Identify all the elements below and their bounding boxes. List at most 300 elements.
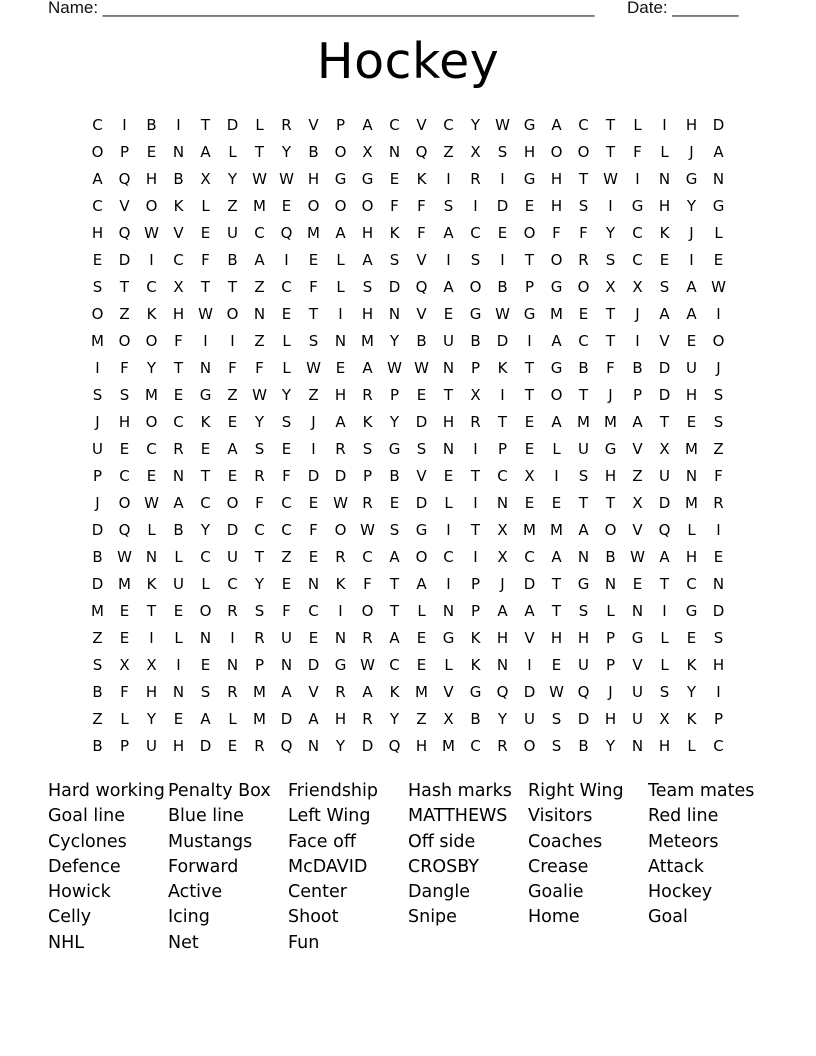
grid-letter: E (146, 467, 157, 485)
grid-letter: E (713, 548, 724, 566)
grid-letter: F (417, 224, 426, 242)
word-bank-item: Icing (168, 907, 210, 928)
grid-letter: S (497, 143, 508, 161)
word-bank-item: Blue line (168, 806, 244, 827)
word-bank-item: Shoot (288, 907, 339, 928)
word-bank-item: Mustangs (168, 831, 253, 852)
grid-letter: J (689, 224, 694, 242)
grid-letter: C (308, 602, 319, 620)
grid-letter: X (200, 170, 211, 188)
grid-letter: N (658, 170, 671, 188)
grid-letter: D (199, 737, 212, 755)
grid-letter: X (659, 440, 670, 458)
grid-letter: Z (92, 710, 103, 728)
grid-letter: E (227, 467, 238, 485)
grid-letter: T (470, 521, 481, 539)
grid-letter: J (716, 359, 721, 377)
grid-letter: F (282, 602, 291, 620)
grid-letter: H (496, 629, 509, 647)
grid-letter: N (496, 494, 509, 512)
grid-letter: H (145, 683, 158, 701)
grid-letter: N (334, 332, 347, 350)
grid-letter: G (361, 170, 374, 188)
grid-letter: V (416, 116, 427, 134)
grid-letter: L (444, 494, 453, 512)
grid-letter: O (91, 143, 104, 161)
grid-letter: Y (605, 737, 616, 755)
grid-letter: B (389, 467, 400, 485)
grid-letter: J (608, 683, 613, 701)
grid-letter: E (416, 629, 427, 647)
grid-letter: A (335, 413, 346, 431)
grid-letter: O (523, 224, 536, 242)
grid-letter: E (524, 494, 535, 512)
grid-letter: W (279, 170, 294, 188)
grid-letter: I (662, 602, 667, 620)
grid-letter: N (307, 575, 320, 593)
grid-letter: O (91, 305, 104, 323)
grid-letter: U (686, 359, 697, 377)
grid-letter: P (632, 386, 643, 404)
grid-letter: K (416, 170, 427, 188)
grid-letter: C (524, 548, 535, 566)
grid-letter: T (389, 575, 400, 593)
grid-letter: N (334, 629, 347, 647)
grid-letter: N (442, 602, 455, 620)
grid-letter: O (415, 548, 428, 566)
grid-letter: H (712, 656, 725, 674)
grid-letter: D (91, 521, 104, 539)
grid-letter: E (686, 413, 697, 431)
grid-letter: I (500, 251, 505, 269)
grid-letter: I (311, 440, 316, 458)
grid-letter: Z (308, 386, 319, 404)
word-bank-item: Goal line (48, 806, 125, 827)
grid-letter: M (307, 224, 320, 242)
grid-letter: L (174, 629, 183, 647)
grid-letter: R (470, 413, 481, 431)
grid-row (84, 598, 732, 625)
grid-letter: S (605, 251, 616, 269)
grid-letter: N (631, 737, 644, 755)
grid-letter: Q (388, 737, 401, 755)
grid-letter: U (632, 710, 643, 728)
grid-letter: E (524, 440, 535, 458)
grid-letter: B (92, 548, 103, 566)
grid-letter: H (307, 170, 320, 188)
word-bank-item: Meteors (648, 831, 719, 852)
grid-letter: E (92, 251, 103, 269)
grid-letter: Z (254, 332, 265, 350)
grid-letter: A (416, 575, 427, 593)
grid-letter: T (200, 467, 211, 485)
grid-letter: T (551, 602, 562, 620)
grid-letter: E (686, 332, 697, 350)
grid-letter: A (362, 683, 373, 701)
grid-letter: I (473, 494, 478, 512)
grid-row (84, 733, 732, 760)
grid-letter: C (470, 737, 481, 755)
grid-letter: B (632, 359, 643, 377)
grid-letter: A (200, 143, 211, 161)
word-bank-item: Off side (408, 831, 476, 852)
grid-letter: L (174, 548, 183, 566)
grid-letter: H (523, 143, 536, 161)
grid-letter: E (551, 494, 562, 512)
grid-letter: F (255, 359, 264, 377)
grid-letter: C (173, 413, 184, 431)
grid-letter: I (149, 629, 154, 647)
grid-letter: D (496, 332, 509, 350)
grid-letter: C (362, 548, 373, 566)
grid-letter: I (284, 251, 289, 269)
grid-letter: K (659, 224, 670, 242)
grid-letter: Y (470, 116, 481, 134)
grid-letter: F (417, 197, 426, 215)
grid-letter: E (173, 710, 184, 728)
grid-letter: O (226, 305, 239, 323)
grid-letter: S (470, 251, 481, 269)
grid-letter: L (282, 359, 291, 377)
grid-letter: L (444, 656, 453, 674)
grid-letter: D (388, 278, 401, 296)
grid-letter: C (200, 548, 211, 566)
grid-letter: I (473, 197, 478, 215)
grid-letter: Y (254, 413, 265, 431)
grid-letter: C (119, 467, 130, 485)
word-bank-item: NHL (48, 932, 84, 953)
grid-letter: B (605, 548, 616, 566)
grid-letter: R (254, 467, 265, 485)
grid-letter: T (173, 359, 184, 377)
grid-letter: C (281, 494, 292, 512)
grid-letter: V (119, 197, 130, 215)
grid-letter: C (281, 278, 292, 296)
grid-letter: T (254, 548, 265, 566)
grid-letter: K (470, 656, 481, 674)
grid-letter: X (119, 656, 130, 674)
grid-letter: S (254, 440, 265, 458)
grid-letter: N (388, 143, 401, 161)
grid-letter: A (659, 305, 670, 323)
grid-letter: S (389, 251, 400, 269)
grid-letter: Y (146, 359, 157, 377)
grid-letter: S (416, 440, 427, 458)
grid-letter: Z (119, 305, 130, 323)
grid-letter: F (228, 359, 237, 377)
word-bank-item: Celly (48, 907, 92, 928)
grid-letter: Y (335, 737, 346, 755)
grid-letter: N (199, 359, 212, 377)
grid-letter: A (308, 710, 319, 728)
grid-letter: L (336, 278, 345, 296)
word-bank-item: Penalty Box (168, 781, 271, 801)
grid-letter: I (500, 386, 505, 404)
grid-letter: W (495, 116, 510, 134)
grid-letter: A (551, 548, 562, 566)
grid-letter: H (334, 710, 347, 728)
word-bank-item: Goalie (528, 882, 584, 903)
grid-letter: K (362, 413, 373, 431)
grid-letter: W (549, 683, 564, 701)
grid-letter: T (254, 143, 265, 161)
grid-letter: R (254, 737, 265, 755)
grid-letter: E (119, 629, 130, 647)
grid-letter: P (92, 467, 103, 485)
grid-row (84, 409, 732, 436)
grid-letter: V (416, 305, 427, 323)
grid-letter: O (145, 332, 158, 350)
grid-letter: U (578, 656, 589, 674)
grid-letter: L (633, 116, 642, 134)
grid-letter: I (473, 440, 478, 458)
grid-letter: K (470, 629, 481, 647)
grid-letter: S (119, 386, 130, 404)
grid-letter: O (307, 197, 320, 215)
grid-letter: P (713, 710, 724, 728)
grid-letter: Y (686, 683, 697, 701)
grid-letter: E (308, 548, 319, 566)
grid-letter: E (443, 467, 454, 485)
grid-letter: D (334, 467, 347, 485)
grid-letter: G (469, 305, 482, 323)
grid-letter: K (686, 656, 697, 674)
grid-letter: U (659, 467, 670, 485)
grid-letter: F (552, 224, 561, 242)
grid-letter: G (550, 359, 563, 377)
grid-letter: C (281, 521, 292, 539)
grid-letter: I (122, 116, 127, 134)
grid-letter: Q (118, 521, 131, 539)
grid-letter: M (550, 521, 563, 539)
grid-letter: I (635, 332, 640, 350)
grid-letter: T (524, 251, 535, 269)
grid-letter: V (308, 683, 319, 701)
word-bank-item: Visitors (528, 806, 593, 827)
grid-letter: B (173, 170, 184, 188)
grid-letter: Y (254, 575, 265, 593)
grid-letter: I (176, 656, 181, 674)
grid-letter: S (713, 386, 724, 404)
grid-letter: U (578, 440, 589, 458)
grid-letter: F (309, 521, 318, 539)
grid-letter: Z (281, 548, 292, 566)
grid-letter: I (554, 467, 559, 485)
word-bank-item: Goal (648, 907, 688, 928)
grid-letter: R (362, 629, 373, 647)
grid-row (84, 247, 732, 274)
grid-letter: C (713, 737, 724, 755)
grid-letter: J (95, 413, 100, 431)
grid-letter: Z (713, 440, 724, 458)
grid-letter: J (608, 386, 613, 404)
grid-letter: M (145, 386, 158, 404)
grid-row (84, 679, 732, 706)
grid-letter: C (443, 548, 454, 566)
grid-letter: N (496, 656, 509, 674)
grid-letter: P (119, 737, 130, 755)
word-bank-item: Net (168, 932, 199, 953)
grid-letter: M (442, 737, 455, 755)
grid-letter: A (551, 332, 562, 350)
grid-letter: O (118, 332, 131, 350)
word-bank-item: Howick (48, 882, 111, 903)
grid-row (84, 301, 732, 328)
grid-letter: A (632, 413, 643, 431)
word-bank-item: Active (168, 882, 223, 903)
grid-letter: W (711, 278, 726, 296)
grid-letter: A (713, 143, 724, 161)
grid-letter: S (551, 710, 562, 728)
grid-letter: S (713, 629, 724, 647)
grid-letter: K (146, 305, 157, 323)
grid-letter: H (172, 305, 185, 323)
grid-letter: C (578, 116, 589, 134)
grid-letter: I (716, 683, 721, 701)
grid-letter: A (362, 251, 373, 269)
grid-letter: L (201, 575, 210, 593)
word-bank-item: Hard working (48, 781, 165, 801)
grid-letter: H (145, 170, 158, 188)
grid-letter: S (362, 440, 373, 458)
grid-letter: G (415, 521, 428, 539)
grid-letter: O (145, 413, 158, 431)
word-bank-item: Home (528, 907, 580, 928)
grid-letter: E (551, 656, 562, 674)
word-bank-item: Defence (48, 856, 121, 877)
grid-letter: L (606, 602, 615, 620)
grid-letter: T (524, 386, 535, 404)
grid-letter: N (577, 548, 590, 566)
grid-letter: K (335, 575, 346, 593)
grid-letter: B (578, 359, 589, 377)
grid-letter: P (605, 629, 616, 647)
grid-row (84, 490, 732, 517)
grid-letter: I (689, 251, 694, 269)
grid-letter: G (604, 440, 617, 458)
grid-letter: B (308, 143, 319, 161)
grid-letter: O (712, 332, 725, 350)
grid-letter: F (633, 143, 642, 161)
grid-letter: I (149, 251, 154, 269)
grid-letter: M (550, 305, 563, 323)
grid-letter: P (254, 656, 265, 674)
grid-letter: N (172, 467, 185, 485)
grid-letter: Z (92, 629, 103, 647)
grid-letter: D (712, 602, 725, 620)
grid-letter: N (712, 575, 725, 593)
grid-letter: F (282, 467, 291, 485)
grid-letter: R (227, 683, 238, 701)
grid-letter: N (280, 656, 293, 674)
grid-letter: G (712, 197, 725, 215)
grid-letter: T (308, 305, 319, 323)
word-bank-item: Center (288, 882, 347, 903)
grid-letter: X (146, 656, 157, 674)
grid-letter: Q (118, 170, 131, 188)
grid-letter: X (605, 278, 616, 296)
grid-letter: G (388, 440, 401, 458)
grid-letter: E (578, 305, 589, 323)
grid-letter: H (685, 548, 698, 566)
grid-letter: C (686, 575, 697, 593)
grid-letter: G (550, 278, 563, 296)
grid-letter: W (360, 656, 375, 674)
grid-letter: O (550, 143, 563, 161)
grid-letter: U (92, 440, 103, 458)
grid-letter: Y (389, 710, 400, 728)
grid-letter: E (659, 251, 670, 269)
grid-letter: T (578, 170, 589, 188)
grid-letter: D (658, 359, 671, 377)
grid-letter: J (500, 575, 505, 593)
grid-letter: I (635, 170, 640, 188)
grid-letter: H (361, 224, 374, 242)
name-field-label: Name: ____________________________________________________ (48, 0, 595, 17)
grid-letter: D (118, 251, 131, 269)
grid-letter: C (92, 197, 103, 215)
grid-letter: P (497, 440, 508, 458)
grid-letter: E (119, 440, 130, 458)
grid-letter: E (200, 440, 211, 458)
grid-letter: O (604, 521, 617, 539)
grid-letter: V (659, 332, 670, 350)
grid-letter: P (605, 656, 616, 674)
grid-letter: H (334, 386, 347, 404)
grid-letter: H (604, 710, 617, 728)
grid-letter: I (608, 197, 613, 215)
grid-letter: R (173, 440, 184, 458)
grid-letter: U (227, 224, 238, 242)
grid-letter: S (281, 413, 292, 431)
grid-letter: C (146, 440, 157, 458)
grid-letter: Q (577, 683, 590, 701)
puzzle-title: Hockey (316, 33, 500, 90)
grid-letter: X (362, 143, 373, 161)
grid-letter: N (604, 575, 617, 593)
grid-letter: I (446, 521, 451, 539)
grid-letter: U (632, 683, 643, 701)
grid-letter: O (145, 197, 158, 215)
grid-letter: N (199, 629, 212, 647)
grid-letter: T (497, 413, 508, 431)
grid-letter: X (470, 386, 481, 404)
grid-letter: M (361, 332, 374, 350)
grid-letter: P (119, 143, 130, 161)
grid-letter: A (362, 116, 373, 134)
grid-letter: H (550, 170, 563, 188)
grid-letter: Y (281, 386, 292, 404)
grid-letter: U (146, 737, 157, 755)
grid-letter: I (230, 332, 235, 350)
header (48, 0, 739, 18)
grid-letter: M (415, 683, 428, 701)
grid-letter: W (252, 386, 267, 404)
grid-letter: E (308, 629, 319, 647)
grid-letter: E (416, 656, 427, 674)
grid-letter: A (362, 359, 373, 377)
grid-letter: Z (254, 278, 265, 296)
grid-letter: A (659, 548, 670, 566)
grid-letter: E (416, 386, 427, 404)
grid-letter: W (495, 305, 510, 323)
grid-letter: S (254, 602, 265, 620)
grid-letter: M (91, 332, 104, 350)
grid-letter: E (713, 251, 724, 269)
grid-letter: S (362, 278, 373, 296)
grid-row (84, 139, 732, 166)
grid-letter: W (603, 170, 618, 188)
